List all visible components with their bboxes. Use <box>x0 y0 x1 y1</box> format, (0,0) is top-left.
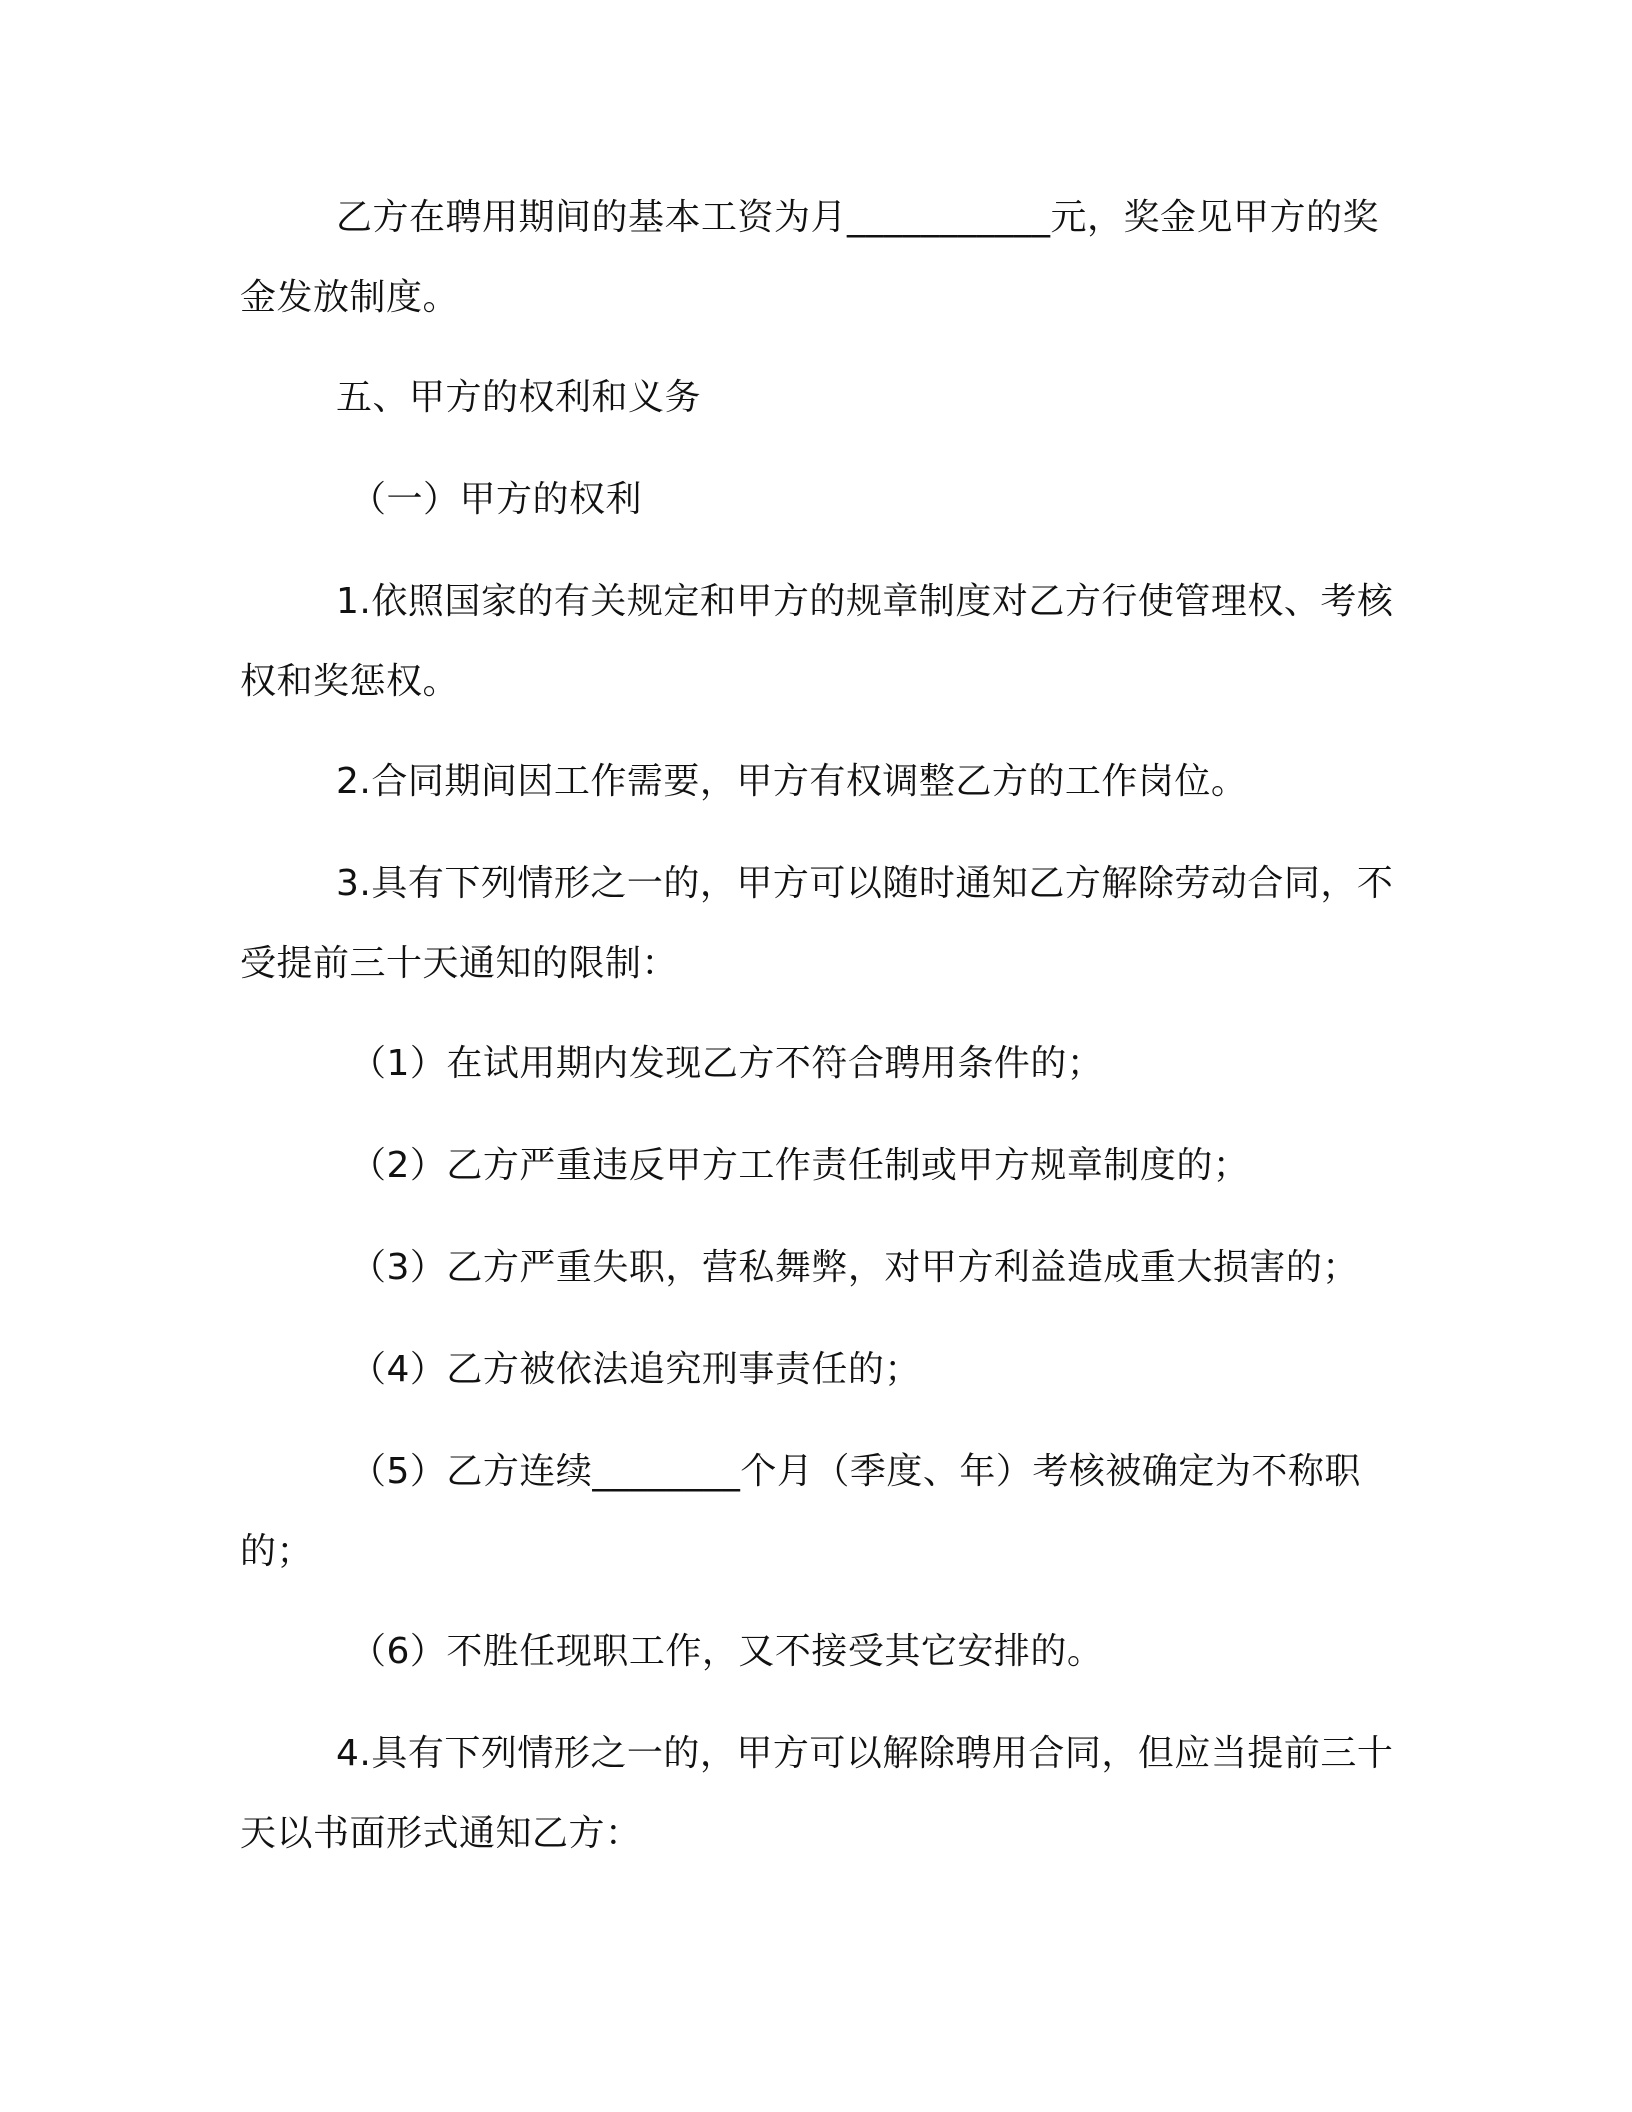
paragraph-item-1: 1.依照国家的有关规定和甲方的规章制度对乙方行使管理权、考核权和奖惩权。 <box>240 581 1394 702</box>
list-case-3: （3）乙方严重失职，营私舞弊，对甲方利益造成重大损害的； <box>350 1247 1359 1288</box>
paragraph-item-3: 3.具有下列情形之一的，甲方可以随时通知乙方解除劳动合同，不受提前三十天通知的限制： <box>240 863 1394 984</box>
heading-section-5: 五、甲方的权利和义务 <box>336 377 702 418</box>
list-case-5: （5）乙方连续________个月（季度、年）考核被确定为不称职的； <box>240 1451 1361 1572</box>
paragraph-salary: 乙方在聘用期间的基本工资为月___________元，奖金见甲方的奖金发放制度。 <box>240 197 1380 318</box>
paragraph-item-2: 2.合同期间因工作需要，甲方有权调整乙方的工作岗位。 <box>336 761 1248 802</box>
list-case-6: （6）不胜任现职工作，又不接受其它安排的。 <box>350 1631 1104 1672</box>
paragraph-item-4: 4.具有下列情形之一的，甲方可以解除聘用合同，但应当提前三十天以书面形式通知乙方： <box>240 1733 1394 1854</box>
list-case-1: （1）在试用期内发现乙方不符合聘用条件的； <box>350 1043 1104 1084</box>
list-case-2: （2）乙方严重违反甲方工作责任制或甲方规章制度的； <box>350 1145 1250 1186</box>
heading-subsection-rights: （一）甲方的权利 <box>350 479 643 520</box>
list-case-4: （4）乙方被依法追究刑事责任的； <box>350 1349 921 1390</box>
